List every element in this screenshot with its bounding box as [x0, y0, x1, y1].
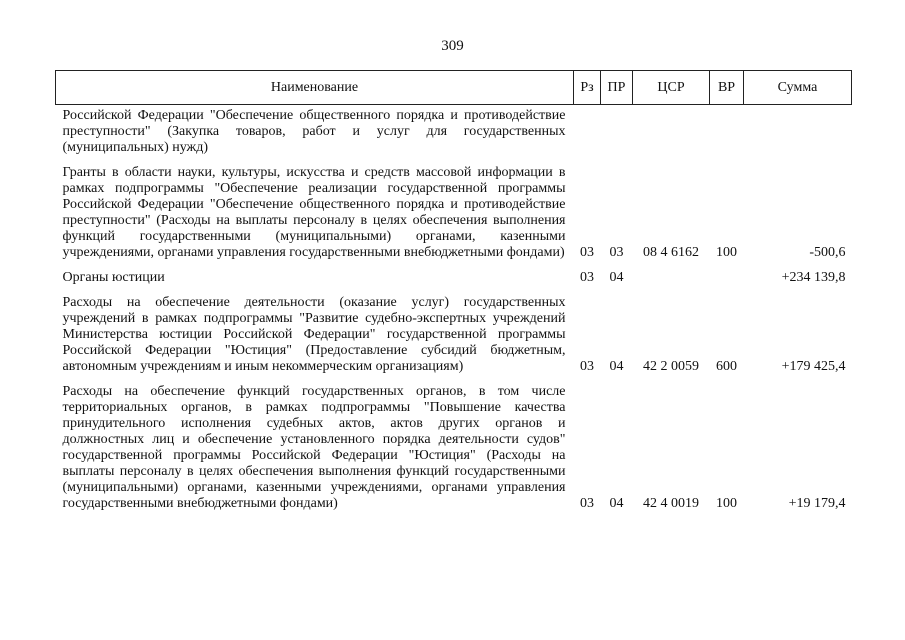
- row-name: Российской Федерации "Обеспечение общественного порядка и противодействие преступности" (Закупка товаров, работ и услуг для государственных (муниципальных) нужд): [62, 108, 566, 155]
- row-sum: [744, 105, 852, 166]
- row-vr: 100: [716, 496, 737, 511]
- row-vr: [710, 105, 744, 166]
- row-pr: 04: [609, 359, 624, 374]
- row-pr: 04: [609, 496, 624, 511]
- row-sum: +19 179,4: [788, 496, 846, 511]
- row-csr: 08 4 6162: [643, 245, 699, 260]
- budget-table: [55, 70, 852, 521]
- header-vr: ВР: [710, 71, 744, 105]
- row-rz: 03: [580, 270, 594, 285]
- header-name: Наименование: [56, 71, 574, 105]
- row-csr: [633, 105, 710, 166]
- header-rz: Рз: [574, 71, 601, 105]
- row-vr: [710, 270, 744, 295]
- row-csr: 42 2 0059: [643, 359, 699, 374]
- header-csr: ЦСР: [633, 71, 710, 105]
- table-header-row: [56, 71, 852, 105]
- row-sum: -500,6: [809, 245, 846, 260]
- row-rz: 03: [580, 245, 594, 260]
- row-csr: 42 4 0019: [643, 496, 699, 511]
- table-row: [56, 384, 852, 521]
- row-rz: 03: [580, 496, 594, 511]
- row-csr: [633, 270, 710, 295]
- page-number: 309: [441, 38, 464, 54]
- row-name: Расходы на обеспечение функций государственных органов, в том числе территориальных органов, в рамках подпрограммы "Повышение качества принудительного исполнения судебных актов, актов других органов и должностных лиц и обеспечение установленного порядка деятельности судов" государственной программы Российской Федерации "Юстиция" (Расходы на выплаты персоналу в целях обеспечения выполнения функций государственными (муниципальными) органами, казенными учреждениями, органами управления государственными внебюджетными фондами): [62, 384, 566, 511]
- header-pr: ПР: [601, 71, 633, 105]
- header-sum: Сумма: [744, 71, 852, 105]
- table-row: [56, 270, 852, 295]
- row-pr: 04: [609, 270, 624, 285]
- row-rz: [574, 105, 601, 166]
- table-row: [56, 295, 852, 384]
- row-name: Расходы на обеспечение деятельности (оказание услуг) государственных учреждений в рамках подпрограммы "Развитие судебно-экспертных учреждений Министерства юстиции Российской Федерации" государственной программы Российской Федерации "Юстиция" (Предоставление субсидий бюджетным, автономным учреждениям и иным некоммерческим организациям): [62, 295, 566, 374]
- row-sum: +234 139,8: [781, 270, 846, 285]
- row-vr: 600: [716, 359, 737, 374]
- row-pr: [601, 105, 633, 166]
- table-row: [56, 105, 852, 166]
- row-vr: 100: [716, 245, 737, 260]
- row-name: Органы юстиции: [62, 270, 165, 285]
- row-name: Гранты в области науки, культуры, искусства и средств массовой информации в рамках подпрограммы "Обеспечение реализации государственной программы Российской Федерации "Обеспечение общественного порядка и противодействие преступности" (Расходы на выплаты персоналу в целях обеспечения выполнения функций государственными (муниципальными) органами, казенными учреждениями, органами управления государственными внебюджетными фондами): [62, 165, 566, 260]
- row-sum: +179 425,4: [781, 359, 846, 374]
- table-row: [56, 165, 852, 270]
- row-pr: 03: [609, 245, 624, 260]
- row-rz: 03: [580, 359, 594, 374]
